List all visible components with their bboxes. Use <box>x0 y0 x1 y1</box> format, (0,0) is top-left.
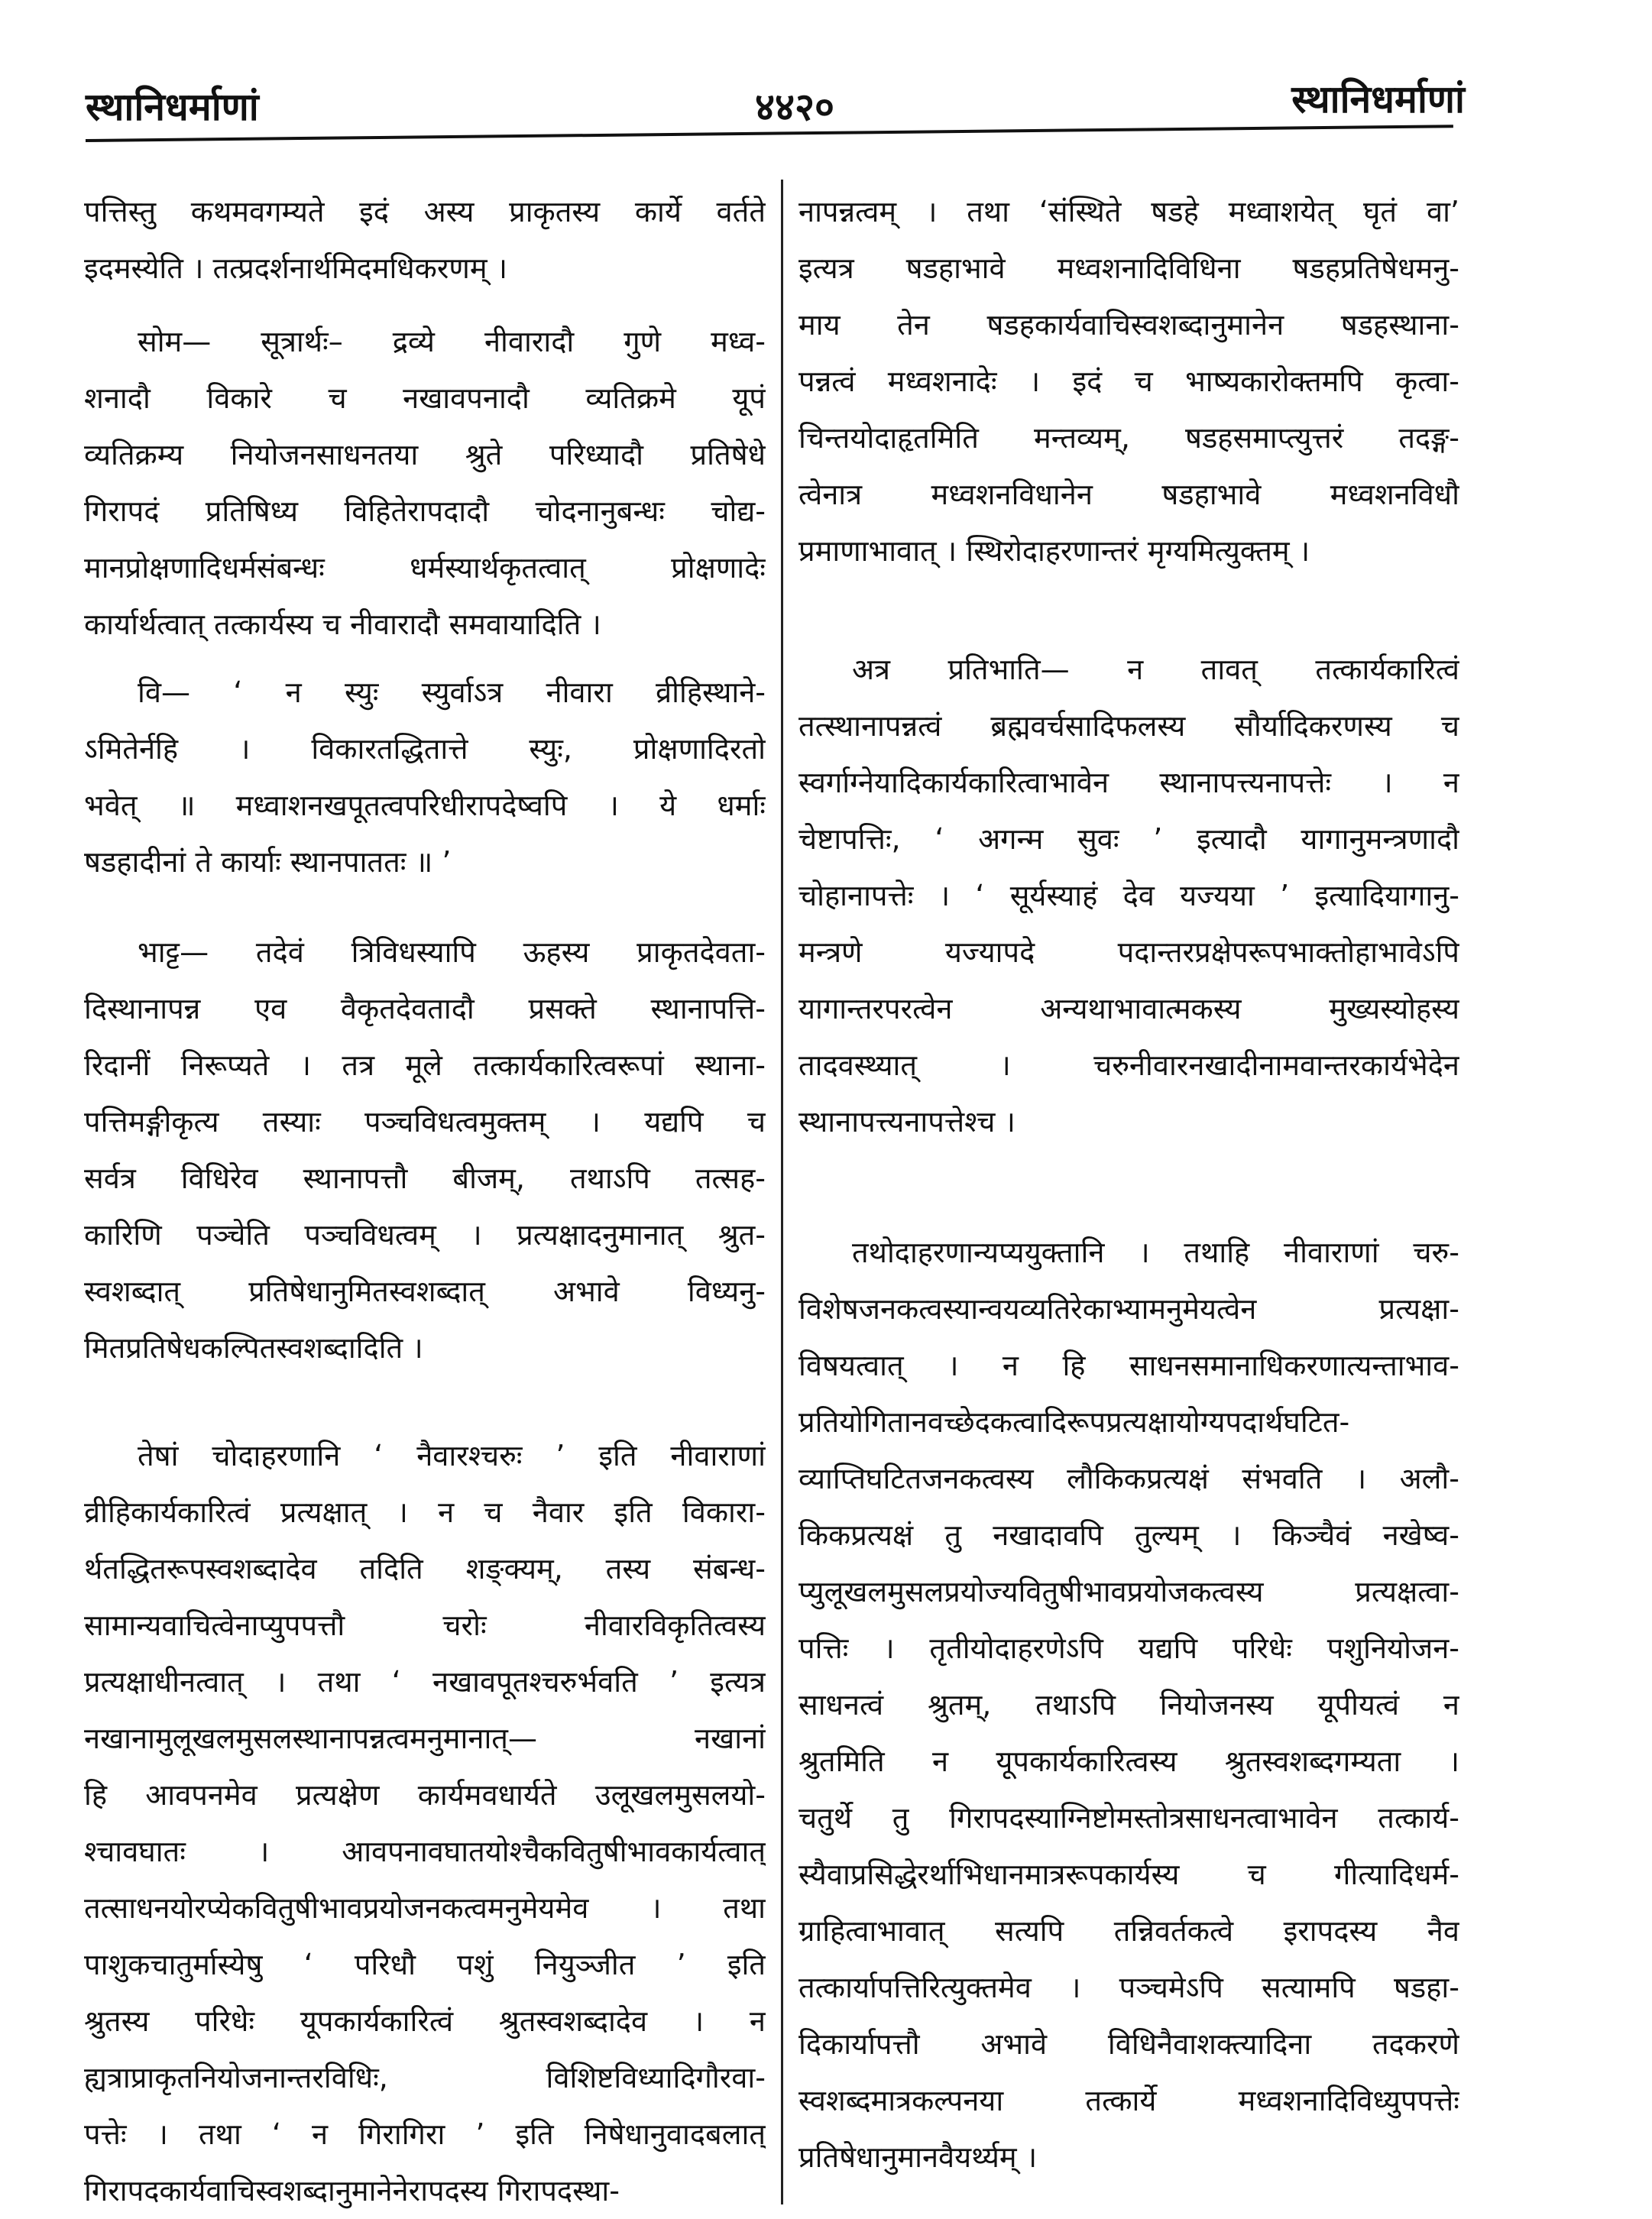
text-line: चोहानापत्तेः । ‘ सूर्यस्याहं देव यज्यया ’ इत्यादियागानु- <box>798 879 1459 913</box>
text-line: हि आवपनमेव प्रत्यक्षेण कार्यमवधार्यते उलूखलमुसलयो- <box>84 1778 766 1812</box>
text-line: नापन्नत्वम् । तथा ‘संस्थिते षडहे मध्वाशयेत् घृतं वा’ <box>798 195 1459 228</box>
text-line: श्रुतमिति न यूपकार्यकारित्वस्य श्रुतस्वशब्दगम्यता । <box>798 1744 1459 1778</box>
text-line: तत्साधनयोरप्येकवितुषीभावप्रयोजनकत्वमनुमेयमेव । तथा <box>84 1891 766 1925</box>
paragraph <box>84 313 766 653</box>
text-line: कारिणि पञ्चेति पञ्चविधत्वम् । प्रत्यक्षादनुमानात् श्रुत- <box>84 1218 766 1252</box>
text-line: पत्तिस्तु कथमवगम्यते इदं अस्य प्राकृतस्य कार्ये वर्तते <box>84 195 766 228</box>
text-line: षडहादीनां ते कार्याः स्थानपाततः ॥ ’ <box>84 845 452 879</box>
text-line: पाशुकचातुर्मास्येषु ‘ परिधौ पशुं नियुञ्जीत ’ इति <box>84 1948 766 1981</box>
text-line: चेष्टापत्तिः, ‘ अगन्म सुवः ’ इत्यादौ यागानुमन्त्रणादौ <box>798 822 1459 857</box>
text-line: तेषां चोदाहरणानि ‘ नैवारश्चरुः ’ इति नीवाराणां <box>138 1439 766 1472</box>
text-line: व्रीहिकार्यकारित्वं प्रत्यक्षात् । न च नैवार इति विकारा- <box>84 1495 766 1529</box>
text-line: स्वशब्दात् प्रतिषेधानुमितस्वशब्दात् अभावे विध्यनु- <box>84 1275 766 1309</box>
text-line: किकप्रत्यक्षं तु नखादावपि तुल्यम् । किञ्चैवं नखेष्व- <box>798 1518 1459 1552</box>
text-line: श्चावघातः । आवपनावघातयोश्चैकवितुषीभावकार्यत्वात् <box>84 1835 766 1868</box>
paragraph <box>798 183 1459 579</box>
text-line: सोम— सूत्रार्थः– द्रव्ये नीवारादौ गुणे मध्व- <box>138 325 766 359</box>
paragraph <box>84 183 766 296</box>
text-line: प्रतिषेधानुमानवैयर्थ्यम् । <box>798 2140 1038 2174</box>
paragraph <box>84 1427 766 2219</box>
text-line: साधनत्वं श्रुतम्, तथाऽपि नियोजनस्य यूपीयत्वं न <box>798 1687 1459 1722</box>
text-line: रिदानीं निरूप्यते । तत्र मूले तत्कार्यकारित्वरूपां स्थाना- <box>84 1048 766 1083</box>
text-line: मितप्रतिषेधकल्पितस्वशब्दादिति । <box>84 1331 423 1365</box>
text-line: विशेषजनकत्वस्यान्वयव्यतिरेकाभ्यामनुमेयत्वेन प्रत्यक्षा- <box>798 1291 1459 1326</box>
text-line: ग्राहित्वाभावात् सत्यपि तन्निवर्तकत्वे इरापदस्य नैव <box>798 1913 1459 1948</box>
text-line: गिरापदं प्रतिषिध्य विहितेरापदादौ चोदनानुबन्धः चोद्य- <box>84 494 766 529</box>
page-number: ४४२० <box>755 85 834 129</box>
paragraph <box>84 664 766 890</box>
text-line: प्रतियोगितानवच्छेदकत्वादिरूपप्रत्यक्षायोग्यपदार्थघटित- <box>798 1404 1350 1439</box>
text-line: इदमस्येति । तत्प्रदर्शनार्थमिदमधिकरणम् । <box>84 251 508 285</box>
text-line: दिस्थानापन्न एव वैकृतदेवतादौ प्रसक्ते स्थानापत्ति- <box>84 992 766 1026</box>
text-line: सर्वत्र विधिरेव स्थानापत्तौ बीजम्, तथाऽपि तत्सह- <box>84 1161 766 1196</box>
text-line: प्युलूखलमुसलप्रयोज्यवितुषीभावप्रयोजकत्वस्य प्रत्यक्षत्वा- <box>798 1574 1459 1608</box>
text-line: स्वशब्दमात्रकल्पनया तत्कार्ये मध्वशनादिविध्युपपत्तेः <box>798 2083 1459 2117</box>
text-line: तत्कार्यापत्तिरित्युक्तमेव । पञ्चमेऽपि सत्यामपि षडहा- <box>798 1970 1459 2004</box>
text-line: मानप्रोक्षणादिधर्मसंबन्धः धर्मस्यार्थकृतत्वात् प्रोक्षणादेः <box>84 551 766 585</box>
text-line: पत्तेः । तथा ‘ न गिरागिरा ’ इति निषेधानुवादबलात् <box>84 2117 766 2151</box>
paragraph <box>84 924 766 1376</box>
text-line: वि— ‘ न स्युः स्युर्वाऽत्र नीवारा व्रीहिस्थाने- <box>138 675 766 709</box>
column-divider <box>781 180 783 2204</box>
text-line: भाट्ट— तदेवं त्रिविधस्यापि ऊहस्य प्राकृतदेवता- <box>138 935 766 970</box>
text-line: दिकार्यापत्तौ अभावे विधिनैवाशक्त्यादिना तदकरणे <box>798 2026 1459 2061</box>
text-line: पन्नत्वं मध्वशनादेः । इदं च भाष्यकारोक्तमपि कृत्वा- <box>798 364 1459 398</box>
text-line: तत्स्थानापन्नत्वं ब्रह्मवर्चसादिफलस्य सौर्यादिकरणस्य च <box>798 709 1459 743</box>
text-line: स्थानापत्त्यनापत्तेश्च । <box>798 1105 1015 1139</box>
text-line: गिरापदकार्यवाचिस्वशब्दानुमानेनेरापदस्य गिरापदस्था- <box>84 2174 620 2208</box>
text-line: त्वेनात्र मध्वशनविधानेन षडहाभावे मध्वशनविधौ <box>798 478 1459 511</box>
text-line: स्वर्गाग्नेयादिकार्यकारित्वाभावेन स्थानापत्त्यनापत्तेः । न <box>798 766 1459 800</box>
text-line: प्रत्यक्षाधीनत्वात् । तथा ‘ नखावपूतश्चरुर्भवति ’ इत्यत्र <box>84 1665 766 1699</box>
text-line: ऽमितेर्नहि । विकारतद्धितात्ते स्युः, प्रोक्षणादिरतो <box>84 732 766 766</box>
text-line: तथोदाहरणान्यप्ययुक्तानि । तथाहि नीवाराणां चरु- <box>852 1235 1459 1269</box>
text-line: यागान्तरपरत्वेन अन्यथाभावात्मकस्य मुख्यस्योहस्य <box>798 992 1459 1026</box>
text-line: विषयत्वात् । न हि साधनसमानाधिकरणात्यन्ताभाव- <box>798 1348 1459 1382</box>
running-header-right: स्थानिधर्माणां <box>1291 77 1465 121</box>
text-line: चिन्तयोदाहृतमिति मन्तव्यम्, षडहसमाप्त्युत्तरं तदङ्ग- <box>798 421 1459 455</box>
text-line: अत्र प्रतिभाति— न तावत् तत्कार्यकारित्वं <box>852 653 1459 687</box>
text-line: पत्तिः । तृतीयोदाहरणेऽपि यद्यपि परिधेः पशुनियोजन- <box>798 1631 1459 1665</box>
text-line: कार्यार्थत्वात् तत्कार्यस्य च नीवारादौ समवायादिति । <box>84 607 601 642</box>
text-line: प्रमाणाभावात् । स्थिरोदाहरणान्तरं मृग्यमित्युक्तम् । <box>798 534 1310 568</box>
text-line: स्यैवाप्रसिद्धेरर्थाभिधानमात्ररूपकार्यस्य च गीत्यादिधर्म- <box>798 1857 1459 1891</box>
paragraph <box>798 641 1459 1150</box>
text-line: र्थतद्धितरूपस्वशब्दादेव तदिति शङ्क्यम्, तस्य संबन्ध- <box>84 1552 766 1586</box>
text-line: पत्तिमङ्गीकृत्य तस्याः पञ्चविधत्वमुक्तम् । यद्यपि च <box>84 1105 766 1139</box>
text-line: इत्यत्र षडहाभावे मध्वशनादिविधिना षडहप्रतिषेधमनु- <box>798 251 1459 285</box>
text-line: माय तेन षडहकार्यवाचिस्वशब्दानुमानेन षडहस्थाना- <box>798 308 1459 342</box>
text-line: ह्यत्राप्राकृतनियोजनान्तरविधिः, विशिष्टविध्यादिगौरवा- <box>84 2061 766 2094</box>
text-line: सामान्यवाचित्वेनाप्युपपत्तौ चरोः नीवारविकृतित्वस्य <box>84 1608 766 1642</box>
text-line: तादवस्थ्यात् । चरुनीवारनखादीनामवान्तरकार्यभेदेन <box>798 1048 1459 1083</box>
running-header-left: स्थानिधर्माणां <box>86 85 259 129</box>
text-line: चतुर्थे तु गिरापदस्याग्निष्टोमस्तोत्रसाधनत्वाभावेन तत्कार्य- <box>798 1800 1459 1835</box>
text-line: भवेत् ॥ मध्वाशनखपूतत्वपरिधीरापदेष्वपि । ये धर्माः <box>84 789 766 822</box>
text-line: श्रुतस्य परिधेः यूपकार्यकारित्वं श्रुतस्वशब्दादेव । न <box>84 2004 766 2038</box>
text-line: मन्त्रणे यज्यापदे पदान्तरप्रक्षेपरूपभाक्तोहाभावेऽपि <box>798 935 1459 970</box>
text-line: व्यतिक्रम्य नियोजनसाधनतया श्रुते परिध्यादौ प्रतिषेधे <box>84 438 766 472</box>
paragraph <box>798 1224 1459 2185</box>
text-line: नखानामुलूखलमुसलस्थानापन्नत्वमनुमानात्— नखानां <box>84 1722 766 1755</box>
text-line: शनादौ विकारे च नखावपनादौ व्यतिक्रमे यूपं <box>84 381 766 416</box>
text-line: व्याप्तिघटितजनकत्वस्य लौकिकप्रत्यक्षं संभवति । अलौ- <box>798 1461 1459 1495</box>
